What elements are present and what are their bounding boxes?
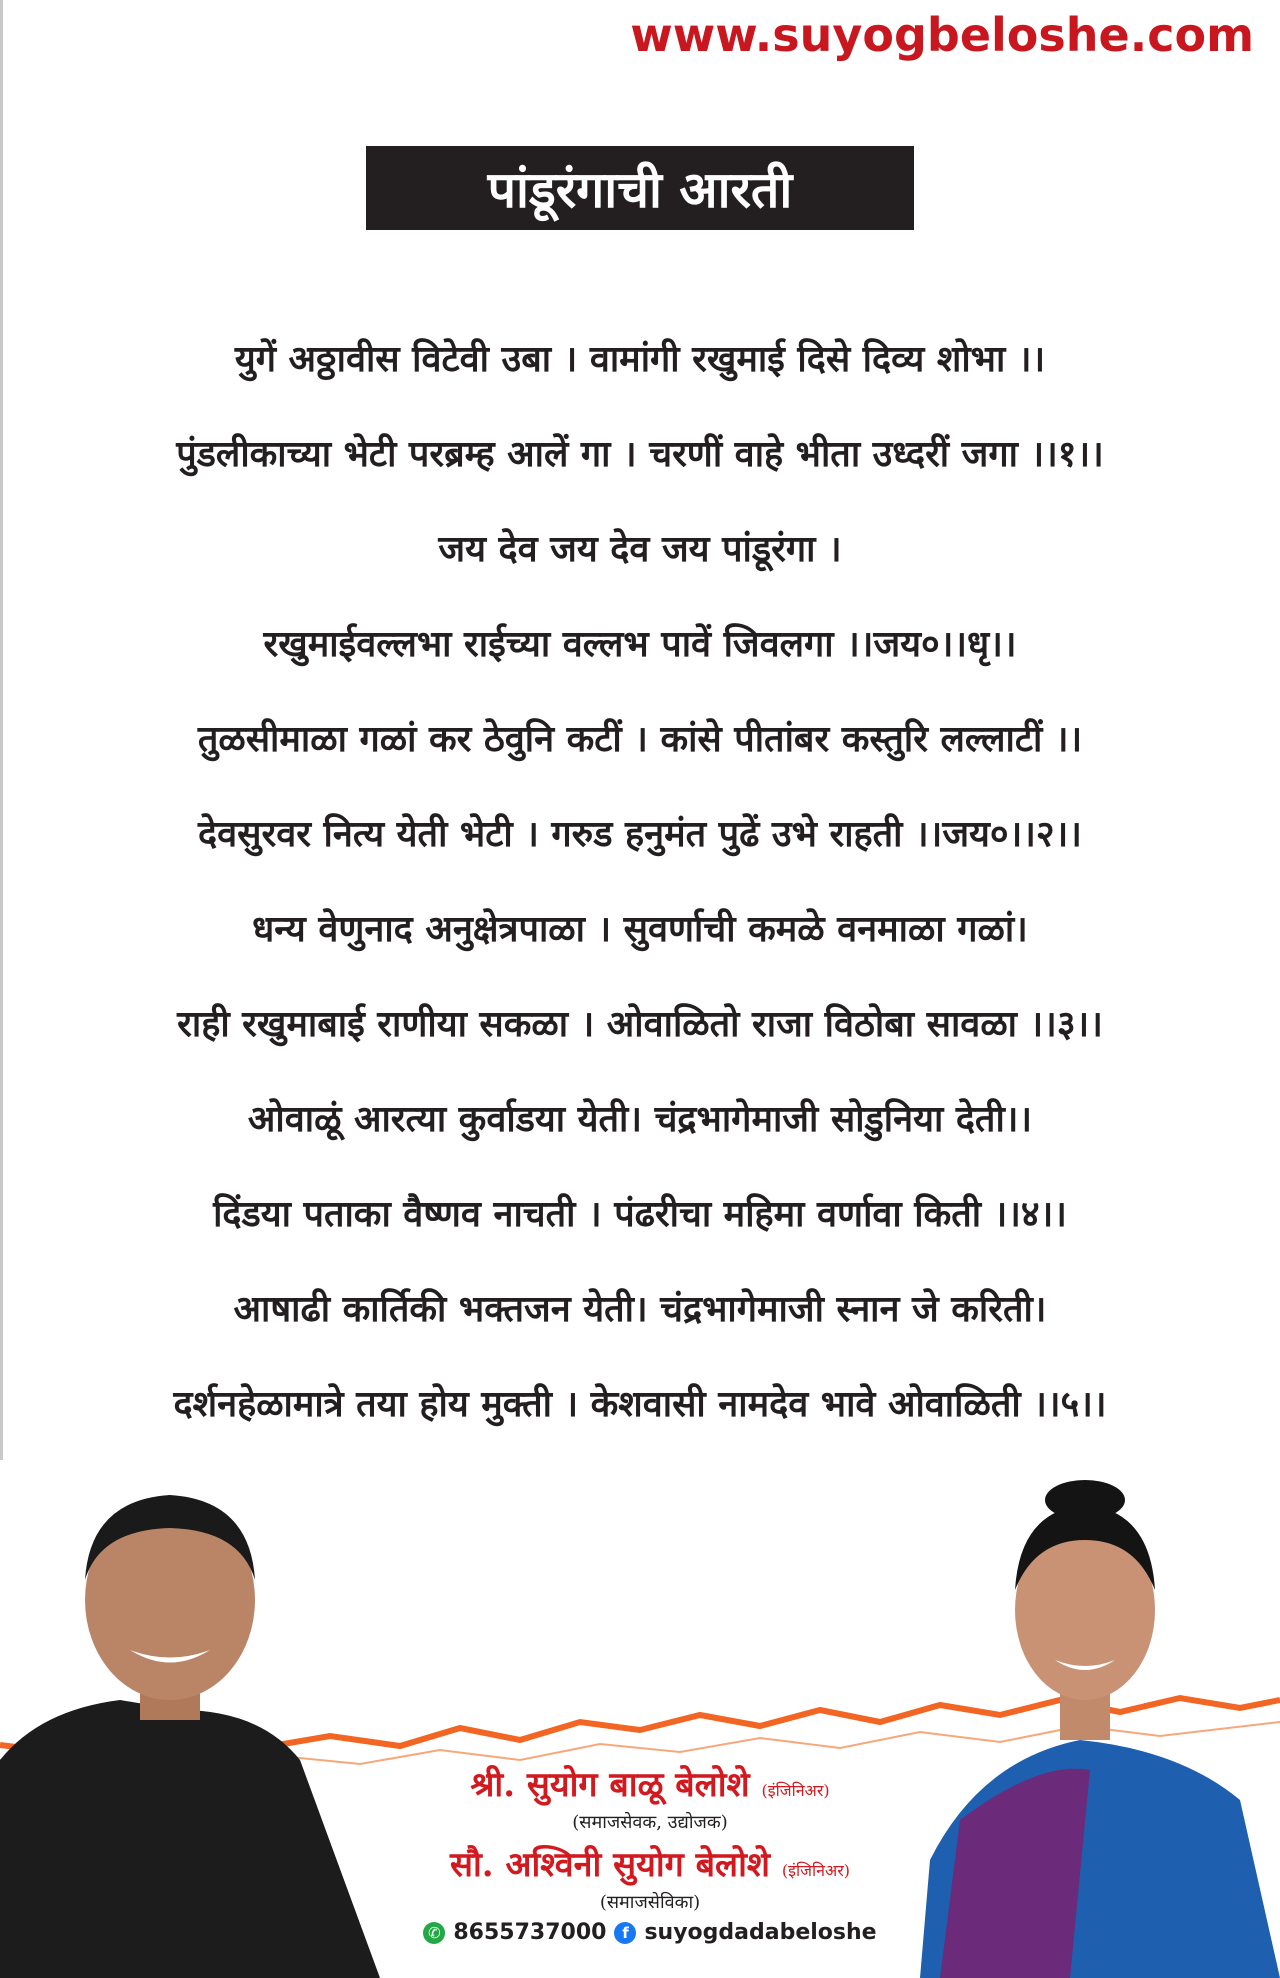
person1-tag: (इंजिनिअर): [761, 1781, 830, 1800]
verse-line: दर्शनहेळामात्रे तया होय मुक्ती । केशवासी नामदेव भावे ओवाळिती ।।५।।: [173, 1384, 1107, 1425]
contact-row: [380, 1920, 920, 1945]
person2-role: (समाजसेविका): [599, 1892, 701, 1913]
person2-name-row: [380, 1840, 920, 1886]
man-photo: [0, 1460, 380, 1978]
verse-line: राही रखुमाबाई राणीया सकळा । ओवाळितो राजा विठोबा सावळा ।।३।।: [177, 1004, 1103, 1045]
verse-line: धन्य वेणुनाद अनुक्षेत्रपाळा । सुवर्णाची कमळे वनमाळा गळां।: [252, 909, 1028, 950]
verse-line: जय देव जय देव जय पांडूरंगा ।: [438, 529, 842, 570]
person2-name: सौ. अश्विनी सुयोग बेलोशे: [450, 1845, 770, 1885]
aarti-verses: [0, 310, 1280, 1450]
contact-names-block: [380, 1760, 920, 1945]
page-title: पांडूरंगाची आरती: [487, 160, 793, 219]
verse-line: देवसुरवर नित्य येती भेटी । गरुड हनुमंत पुढें उभे राहती ।।जय०।।२।।: [198, 814, 1082, 855]
facebook-handle[interactable]: suyogdadabeloshe: [644, 1920, 877, 1945]
person1-name-row: [380, 1760, 920, 1806]
person2-tag: (इंजिनिअर): [781, 1861, 850, 1880]
verse-line: आषाढी कार्तिकी भक्तजन येती। चंद्रभागेमाजी स्नान जे करिती।: [233, 1289, 1047, 1330]
verse-line: दिंडया पताका वैष्णव नाचती । पंढरीचा महिमा वर्णावा किती ।।४।।: [213, 1194, 1067, 1235]
verse-line: रखुमाईवल्लभा राईच्या वल्लभ पावें जिवलगा ।।जय०।।धृ।।: [263, 624, 1017, 665]
verse-line: ओवाळूं आरत्या कुर्वाडया येती। चंद्रभागेमाजी सोडुनिया देती।।: [247, 1099, 1033, 1140]
verse-line: युगें अठ्ठावीस विटेवी उबा । वामांगी रखुमाई दिसे दिव्य शोभा ।।: [234, 339, 1046, 380]
footer-banner: [0, 1460, 1280, 1978]
woman-photo: [920, 1460, 1280, 1978]
person1-role: (समाजसेवक, उद्योजक): [572, 1812, 728, 1833]
facebook-icon: f: [614, 1922, 636, 1944]
website-url[interactable]: www.suyogbeloshe.com: [630, 8, 1254, 62]
whatsapp-icon: ✆: [423, 1922, 445, 1944]
title-banner: [366, 146, 914, 230]
person1-name: श्री. सुयोग बाळू बेलोशे: [470, 1765, 750, 1805]
verse-line: पुंडलीकाच्या भेटी परब्रम्ह आलें गा । चरणीं वाहे भीता उध्दरीं जगा ।।१।।: [176, 434, 1104, 475]
phone-number[interactable]: 8655737000: [453, 1920, 607, 1945]
verse-line: तुळसीमाळा गळां कर ठेवुनि कटीं । कांसे पीतांबर कस्तुरि लल्लाटीं ।।: [197, 719, 1083, 760]
